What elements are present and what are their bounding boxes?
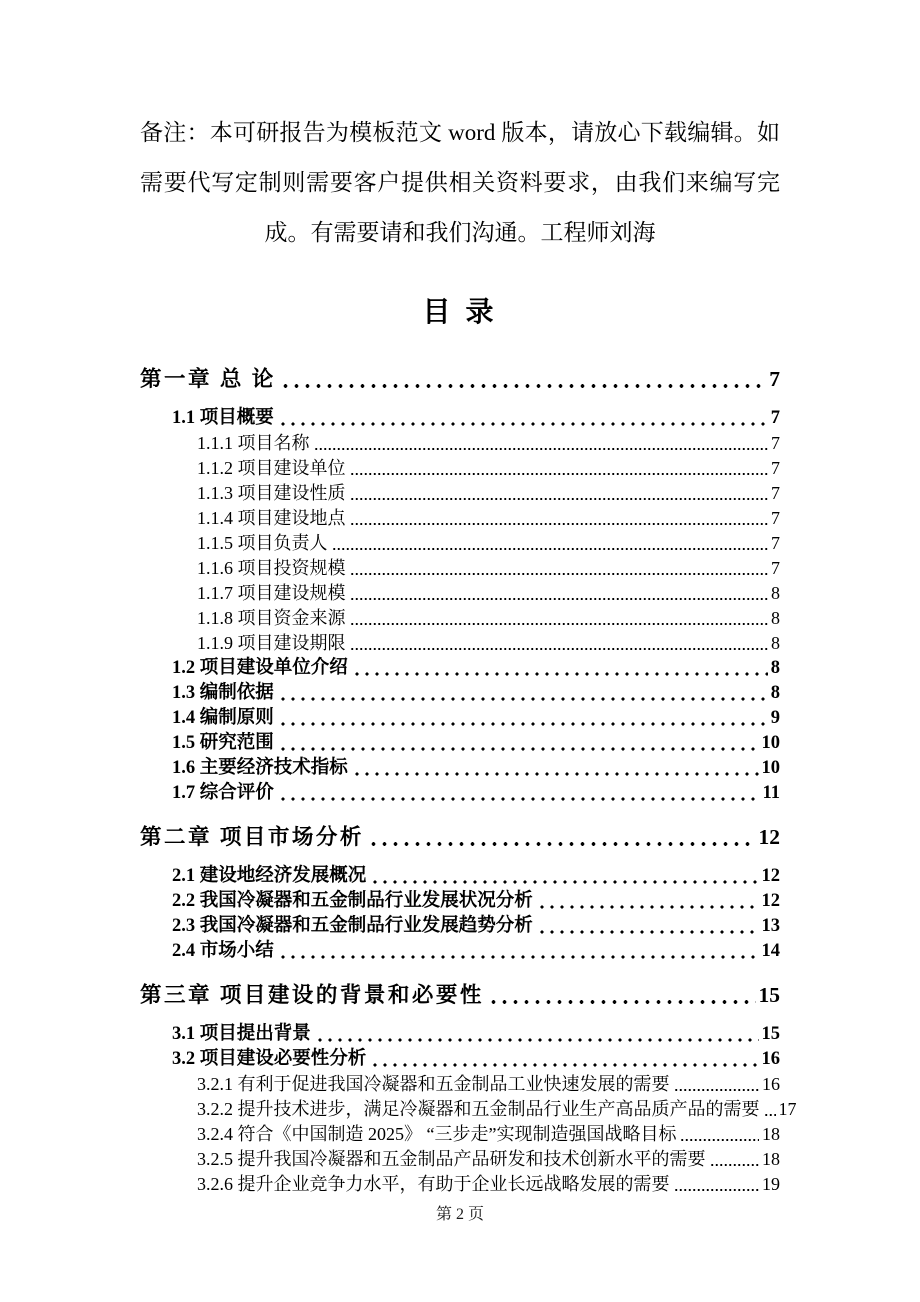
toc-entry-label: 1.1.8 项目资金来源 (197, 608, 346, 628)
toc-entry-page: 10 (761, 733, 780, 753)
toc-leader-dots (350, 621, 769, 627)
toc-entry-page: 14 (761, 941, 780, 961)
toc-leader-dots (350, 646, 769, 652)
toc-entry-page: 13 (761, 916, 780, 936)
toc-entry-page: 12 (758, 825, 780, 849)
toc-leader-dots (674, 1087, 760, 1093)
toc-entry-label: 1.1.1 项目名称 (197, 433, 310, 453)
toc-entry-page: 11 (762, 783, 780, 803)
toc-leader-dots (315, 1037, 759, 1043)
toc-leader-dots (368, 841, 756, 847)
toc-entry[interactable] (140, 756, 780, 781)
toc-leader-dots (537, 904, 759, 910)
toc-entry[interactable] (140, 631, 780, 656)
toc-entry[interactable] (140, 431, 780, 456)
toc-entry[interactable] (140, 914, 780, 939)
toc-leader-dots (488, 999, 756, 1005)
toc-entry[interactable] (140, 456, 780, 481)
toc-entry[interactable] (140, 364, 780, 394)
toc-leader-dots (278, 954, 759, 960)
toc-entry-page: 7 (771, 433, 780, 453)
toc-entry-label: 1.2 项目建设单位介绍 (172, 658, 348, 678)
toc-entry-page: 9 (770, 708, 780, 728)
toc-entry-page: 7 (771, 533, 780, 553)
toc-entry-page: 18 (762, 1124, 780, 1144)
toc-entry-page: 17 (778, 1099, 797, 1119)
toc-entry[interactable] (140, 822, 780, 852)
toc-entry[interactable] (140, 656, 780, 681)
toc-entry-page: 8 (771, 633, 780, 653)
toc-entry[interactable] (140, 606, 780, 631)
toc-entry-page: 10 (761, 758, 780, 778)
toc-entry-label: 1.4 编制原则 (172, 708, 274, 728)
toc-entry[interactable] (140, 1147, 780, 1172)
toc-entry[interactable] (140, 506, 780, 531)
toc-leader-dots (350, 521, 769, 527)
toc-entry-label: 3.2.4 符合《中国制造 2025》 “三步走”实现制造强国战略目标 (197, 1124, 677, 1144)
toc-entry-label: 1.1.5 项目负责人 (197, 533, 328, 553)
toc-entry-label: 2.3 我国冷凝器和五金制品行业发展趋势分析 (172, 916, 533, 936)
toc-entry-page: 7 (771, 458, 780, 478)
toc-entry-label: 1.3 编制依据 (172, 683, 274, 703)
toc-leader-dots (350, 571, 769, 577)
toc-entry-label: 1.1.7 项目建设规模 (197, 583, 346, 603)
toc-entry[interactable] (140, 531, 780, 556)
toc-entry[interactable] (140, 706, 780, 731)
toc-leader-dots (278, 721, 768, 727)
toc-entry-label: 1.1 项目概要 (172, 408, 274, 428)
toc-entry-label: 1.7 综合评价 (172, 783, 274, 803)
toc-entry-page: 7 (771, 558, 780, 578)
toc-entry-label: 1.1.2 项目建设单位 (197, 458, 346, 478)
toc-leader-dots (352, 771, 759, 777)
toc-entry-label: 3.1 项目提出背景 (172, 1024, 311, 1044)
toc-leader-dots (350, 596, 769, 602)
toc-entry-label: 1.1.6 项目投资规模 (197, 558, 346, 578)
toc-leader-dots (278, 696, 768, 702)
toc-leader-dots (352, 671, 768, 677)
toc-leader-dots (680, 1137, 759, 1143)
toc-entry[interactable] (140, 1172, 780, 1197)
toc-leader-dots (314, 446, 769, 452)
toc-entry[interactable] (140, 939, 780, 964)
toc-entry[interactable] (140, 581, 780, 606)
toc-entry-page: 8 (770, 683, 780, 703)
page-number-footer: 第 2 页 (435, 1206, 484, 1223)
toc-leader-dots (370, 879, 758, 885)
toc-entry-label: 3.2.5 提升我国冷凝器和五金制品产品研发和技术创新水平的需要 (197, 1149, 706, 1169)
toc-entry-label: 1.6 主要经济技术指标 (172, 758, 348, 778)
toc-entry[interactable] (140, 1047, 780, 1072)
toc-entry[interactable] (140, 781, 780, 806)
toc-entry[interactable] (140, 1122, 780, 1147)
toc-title: 目 录 (422, 297, 498, 328)
toc-leader-dots (350, 496, 769, 502)
toc-entry[interactable] (140, 406, 780, 431)
toc-entry-page: 19 (762, 1174, 780, 1194)
toc-entry[interactable] (140, 980, 780, 1010)
toc-leader-dots (350, 471, 769, 477)
toc-leader-dots (710, 1162, 760, 1168)
toc-entry-label: 3.2 项目建设必要性分析 (172, 1049, 367, 1069)
toc-entry-label: 2.4 市场小结 (172, 941, 274, 961)
toc-entry[interactable] (140, 864, 780, 889)
toc-entry[interactable] (140, 1072, 780, 1097)
toc-entry-label: 2.2 我国冷凝器和五金制品行业发展状况分析 (172, 891, 533, 911)
toc-entry-label: 3.2.2 提升技术进步，满足冷凝器和五金制品行业生产高品质产品的需要 (197, 1099, 760, 1119)
toc-leader-dots (332, 546, 769, 552)
toc-entry[interactable] (140, 681, 780, 706)
toc-entry-label: 1.1.9 项目建设期限 (197, 633, 346, 653)
toc-entry[interactable] (140, 1097, 797, 1122)
toc-leader-dots (537, 929, 759, 935)
toc-leader-dots (280, 383, 766, 389)
toc-entry-label: 1.1.3 项目建设性质 (197, 483, 346, 503)
toc-entry-page: 8 (770, 658, 780, 678)
toc-leader-dots (278, 746, 759, 752)
toc-entry-page: 15 (761, 1024, 780, 1044)
toc-entry-label: 3.2.1 有利于促进我国冷凝器和五金制品工业快速发展的需要 (197, 1074, 670, 1094)
toc-entry-label: 1.5 研究范围 (172, 733, 274, 753)
toc-entry-label: 第三章 项目建设的背景和必要性 (140, 983, 484, 1007)
toc-entry[interactable] (140, 556, 780, 581)
toc-entry[interactable] (140, 889, 780, 914)
toc-entry-page: 7 (771, 483, 780, 503)
toc-entry-page: 15 (758, 983, 780, 1007)
toc-entry-label: 第一章 总 论 (140, 367, 276, 391)
toc-entry[interactable] (140, 1022, 780, 1047)
toc-entry-page: 12 (761, 891, 780, 911)
toc-entry-label: 2.1 建设地经济发展概况 (172, 866, 367, 886)
toc-leader-dots (278, 421, 768, 427)
toc-entry-page: 8 (771, 583, 780, 603)
toc-entry[interactable] (140, 481, 780, 506)
toc-entry-label: 3.2.6 提升企业竞争力水平，有助于企业长远战略发展的需要 (197, 1174, 670, 1194)
toc-entry-page: 7 (771, 508, 780, 528)
toc-entry-page: 7 (770, 408, 780, 428)
toc-entry-page: 18 (762, 1149, 780, 1169)
note-paragraph: 备注：本可研报告为模板范文 word 版本，请放心下载编辑。如需要代写定制则需要客户提供相关资料要求，由我们来编写完成。有需要请和我们沟通。工程师刘海 (140, 120, 780, 245)
toc-entry[interactable] (140, 731, 780, 756)
toc-entry-page: 7 (769, 367, 780, 391)
toc-entry-page: 12 (761, 866, 780, 886)
toc-leader-dots (370, 1062, 758, 1068)
toc-entry-label: 第二章 项目市场分析 (140, 825, 364, 849)
toc-leader-dots (764, 1112, 776, 1118)
toc-entry-page: 16 (761, 1049, 780, 1069)
toc-entry-page: 8 (771, 608, 780, 628)
toc-entry-label: 1.1.4 项目建设地点 (197, 508, 346, 528)
toc-entry-page: 16 (762, 1074, 780, 1094)
toc-leader-dots (278, 796, 760, 802)
toc-leader-dots (674, 1187, 760, 1193)
toc-list (140, 364, 797, 1197)
